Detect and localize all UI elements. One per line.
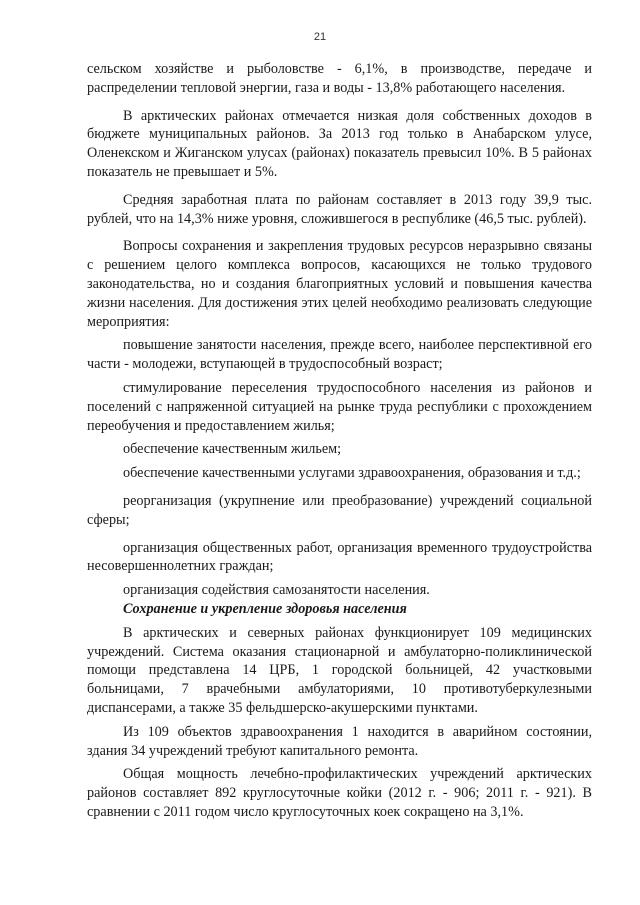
paragraph: сельском хозяйстве и рыболовстве - 6,1%, в производстве, передаче и распределении тепловой энергии, газа и воды - 13,8% работающего населения. (87, 61, 592, 96)
list-item: стимулирование переселения трудоспособного населения из районов и поселений с напряженной ситуацией на рынке труда республики с прохождением переобучения и предоставлением жилья; (87, 379, 592, 434)
list-item: реорганизация (укрупнение или преобразование) учреждений социальной сферы; (87, 492, 592, 528)
list-item: обеспечение качественными услугами здравоохранения, образования и т.д.; (123, 465, 581, 482)
paragraph: Вопросы сохранения и закрепления трудовых ресурсов неразрывно связаны с решением целого комплекса вопросов, касающихся не только трудового законодательства, но и создания благоприятных условий и повышения качества жизни населения. Для достижения этих целей необходимо реализовать следующие мероприятия: (87, 238, 592, 330)
list-item: организация общественных работ, организация временного трудоустройства несовершеннолетних граждан; (87, 539, 592, 575)
list-item: организация содействия самозанятости населения. (123, 582, 430, 599)
list-item: повышение занятости населения, прежде всего, наиболее перспективной его части - молодежи, вступающей в трудоспособный возраст; (87, 337, 592, 373)
paragraph: Из 109 объектов здравоохранения 1 находится в аварийном состоянии, здания 34 учреждений требуют капитального ремонта. (87, 723, 592, 759)
section-heading: Сохранение и укрепление здоровья населения (123, 600, 407, 617)
paragraph: Общая мощность лечебно-профилактических учреждений арктических районов составляет 892 круглосуточные койки (2012 г. - 906; 2011 г. - 921). В сравнении с 2011 годом число круглосуточных коек сокращено на 3,1%. (87, 766, 592, 820)
list-item: обеспечение качественным жильем; (123, 441, 342, 458)
page-number: 21 (313, 31, 327, 43)
paragraph: В арктических районах отмечается низкая доля собственных доходов в бюджете муниципальных районов. За 2013 год только в Анабарском улусе, Оленекском и Жиганском улусах (районах) показатель превысил 10%. В 5 районах показатель не превышает и 5%. (87, 107, 592, 180)
paragraph: Средняя заработная плата по районам составляет в 2013 году 39,9 тыс. рублей, что на 14,3% ниже уровня, сложившегося в республике (46,5 тыс. рублей). (87, 191, 592, 227)
document-body (87, 60, 592, 822)
paragraph: В арктических и северных районах функционирует 109 медицинских учреждений. Система оказания стационарной и амбулаторно-поликлинической помощи представлена 14 ЦРБ, 1 городской больницей, 42 участковыми больницами, 7 врачебными амбулаториями, 10 противотуберкулезными диспансерами, а также 35 фельдшерско-акушерскими пунктами. (87, 624, 592, 716)
